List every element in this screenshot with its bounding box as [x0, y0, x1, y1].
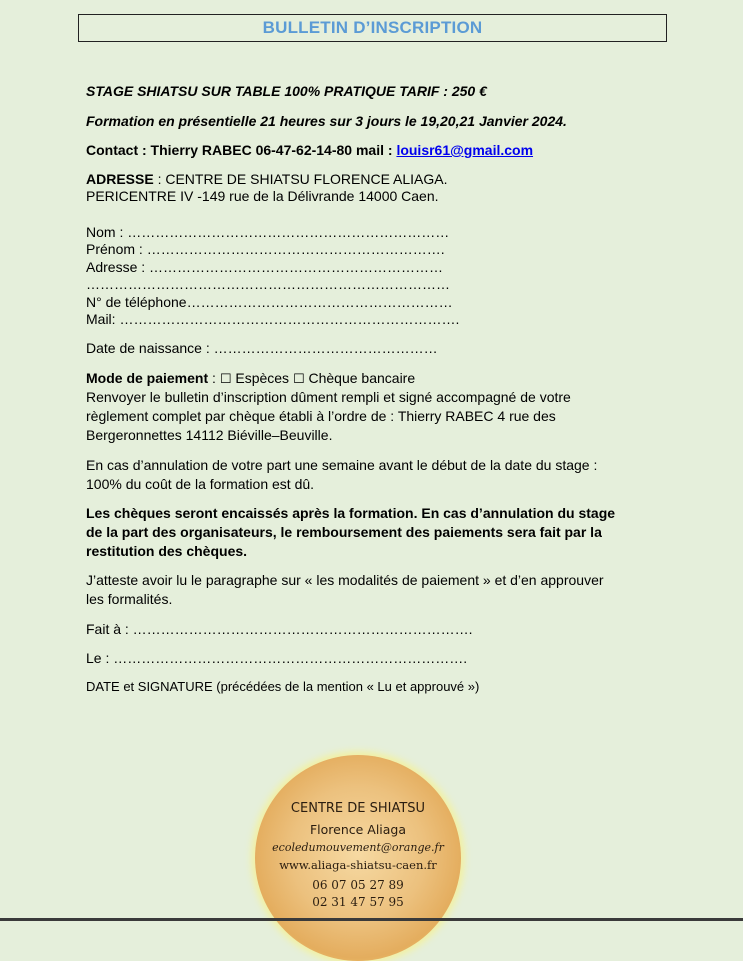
nom-field[interactable]: Nom : ……………………………………………………………	[86, 224, 450, 240]
stage-title: STAGE SHIATSU SUR TABLE 100% PRATIQUE TARIF : 250 €	[86, 83, 487, 99]
fait-a-field[interactable]: Fait à : ……………………………………………………………….	[86, 621, 473, 637]
stamp-phone-2: 02 31 47 57 95	[312, 895, 404, 909]
payment-mode-label: Mode de paiement	[86, 370, 209, 386]
cheques-text-3: restitution des chèques.	[86, 543, 248, 559]
naissance-field[interactable]: Date de naissance : …………………………………………	[86, 340, 438, 356]
cheques-text-1: Les chèques seront encaissés après la formation. En cas d’annulation du stage	[86, 505, 616, 521]
stamp-line-2: Florence Aliaga	[309, 822, 407, 837]
payment-mode-line	[86, 370, 415, 388]
address-line-1	[86, 171, 448, 188]
atteste-text-1: J’atteste avoir lu le paragraphe sur « les modalités de paiement » et d’en approuver	[86, 572, 604, 588]
telephone-field[interactable]: N° de téléphone…………………………………………………	[86, 294, 453, 310]
checkbox-especes[interactable]: ☐	[219, 372, 232, 387]
contact-email-link[interactable]: louisr61@gmail.com	[396, 142, 534, 158]
mail-field[interactable]: Mail: ……………………………………………………………….	[86, 311, 460, 327]
address-line-2: PERICENTRE IV -149 rue de la Délivrande 14000 Caen.	[86, 188, 439, 204]
stamp-line-1: CENTRE DE SHIATSU	[290, 801, 426, 816]
school-stamp	[255, 755, 461, 961]
payment-text-2: règlement complet par chèque établi à l’ordre de : Thierry RABEC 4 rue des	[86, 408, 556, 424]
adresse-field[interactable]: Adresse : ………………………………………………………	[86, 259, 444, 275]
contact-line	[86, 142, 533, 159]
page-title: BULLETIN D’INSCRIPTION	[262, 18, 483, 37]
formation-dates: Formation en présentielle 21 heures sur 3 jours le 19,20,21 Janvier 2024.	[86, 113, 567, 129]
payment-text-3: Bergeronnettes 14112 Biéville–Beuville.	[86, 427, 333, 443]
title-box	[78, 14, 667, 42]
checkbox-cheque[interactable]: ☐	[292, 372, 305, 387]
cheques-text-2: de la part des organisateurs, le remboursement des paiements sera fait par la	[86, 524, 602, 540]
stamp-phone-1: 06 07 05 27 89	[312, 878, 404, 892]
payment-text-1: Renvoyer le bulletin d’inscription dûment rempli et signé accompagné de votre	[86, 389, 571, 405]
atteste-text-2: les formalités.	[86, 591, 173, 607]
option-especes-label: Espèces	[235, 370, 290, 386]
contact-label: Contact : Thierry RABEC 06-47-62-14-80 mail :	[86, 142, 397, 158]
stamp-website: www.aliaga-shiatsu-caen.fr	[279, 858, 437, 872]
address-label: ADRESSE	[86, 171, 154, 187]
payment-mode-separator: :	[208, 370, 220, 386]
option-cheque-label: Chèque bancaire	[308, 370, 416, 386]
prenom-field[interactable]: Prénom : ……………………………………………………….	[86, 241, 445, 257]
le-field[interactable]: Le : ………………………………………………………………….	[86, 650, 468, 666]
date-signature-label: DATE et SIGNATURE (précédées de la mention « Lu et approuvé »)	[86, 679, 480, 694]
stamp-email: ecoledumouvement@orange.fr	[272, 841, 444, 854]
annulation-text-2: 100% du coût de la formation est dû.	[86, 476, 315, 492]
annulation-text-1: En cas d’annulation de votre part une semaine avant le début de la date du stage :	[86, 457, 598, 473]
address-text-1: : CENTRE DE SHIATSU FLORENCE ALIAGA.	[153, 171, 448, 187]
adresse-field-2[interactable]: ……………………………………………………………………	[86, 276, 450, 292]
